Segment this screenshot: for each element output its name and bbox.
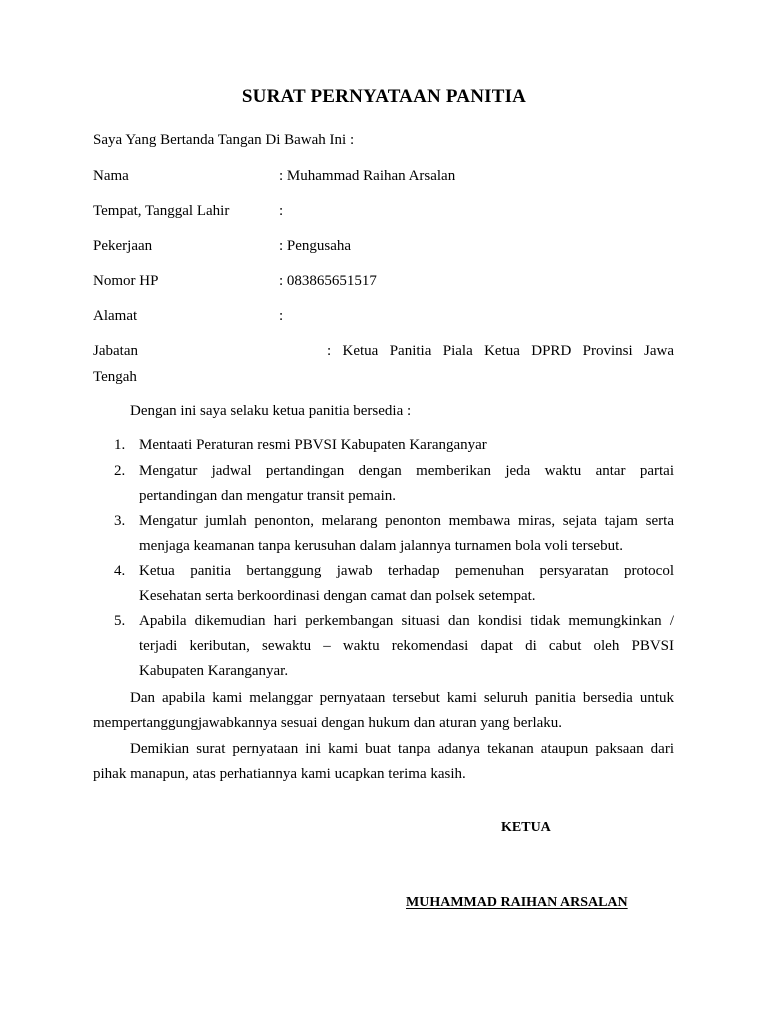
paragraph-closing: Demikian surat pernyataan ini kami buat tanpa adanya tekanan ataupun paksaan dari [130,741,674,757]
paragraph-commitment: Dan apabila kami melanggar pernyataan tersebut kami seluruh panitia bersedia untuk [130,690,674,706]
field-label-tempat-tanggal-lahir: Tempat, Tanggal Lahir [93,203,230,219]
list-item: Ketua panitia bertanggung jawab terhadap pemenuhan persyaratan protocol [139,563,674,579]
signature-name: MUHAMMAD RAIHAN ARSALAN [406,895,628,910]
field-value-jabatan: : Ketua Panitia Piala Ketua DPRD Provinsi Jawa [327,343,674,359]
list-item: Mengatur jumlah penonton, melarang penonton membawa miras, sejata tajam serta [139,513,674,529]
list-number: 1. [114,437,126,453]
signature-title: KETUA [501,820,551,835]
paragraph-commitment-cont: mempertanggungjawabkannya sesuai dengan hukum dan aturan yang berlaku. [93,715,563,731]
list-item: Mentaati Peraturan resmi PBVSI Kabupaten Karanganyar [139,437,487,453]
list-item-cont: terjadi keributan, sewaktu – waktu rekomendasi dapat di cabut oleh PBVSI [139,638,674,654]
document-title: SURAT PERNYATAAN PANITIA [241,86,527,107]
field-value-tempat-tanggal-lahir: : [279,203,284,219]
list-item: Mengatur jadwal pertandingan dengan memberikan jeda waktu antar partai [139,463,674,479]
list-item-cont: menjaga keamanan tanpa kerusuhan dalam jalannya turnamen bola voli tersebut. [139,538,623,554]
list-item-cont: Kesehatan serta berkoordinasi dengan camat dan polsek setempat. [139,588,536,604]
field-label-pekerjaan: Pekerjaan [93,238,153,254]
list-number: 2. [114,463,126,479]
field-value-nama: : Muhammad Raihan Arsalan [279,168,456,184]
field-label-nomor-hp: Nomor HP [93,273,159,289]
field-value-nomor-hp: : 083865651517 [279,273,377,289]
list-number: 5. [114,613,126,629]
field-label-alamat: Alamat [93,308,138,324]
list-item-cont: Kabupaten Karanganyar. [139,663,289,679]
paragraph-closing-cont: pihak manapun, atas perhatiannya kami ucapkan terima kasih. [93,766,466,782]
field-label-jabatan: Jabatan [93,343,138,359]
statement-intro: Dengan ini saya selaku ketua panitia bersedia : [130,403,412,419]
list-item-cont: pertandingan dan mengatur transit pemain. [139,488,396,504]
field-value-alamat: : [279,308,284,324]
field-value-jabatan-cont: Tengah [93,369,137,385]
field-label-nama: Nama [93,168,129,184]
list-item: Apabila dikemudian hari perkembangan situasi dan kondisi tidak memungkinkan / [139,613,674,629]
field-value-pekerjaan: : Pengusaha [279,238,352,254]
list-number: 3. [114,513,126,529]
intro-text: Saya Yang Bertanda Tangan Di Bawah Ini : [93,132,355,148]
list-number: 4. [114,563,126,579]
